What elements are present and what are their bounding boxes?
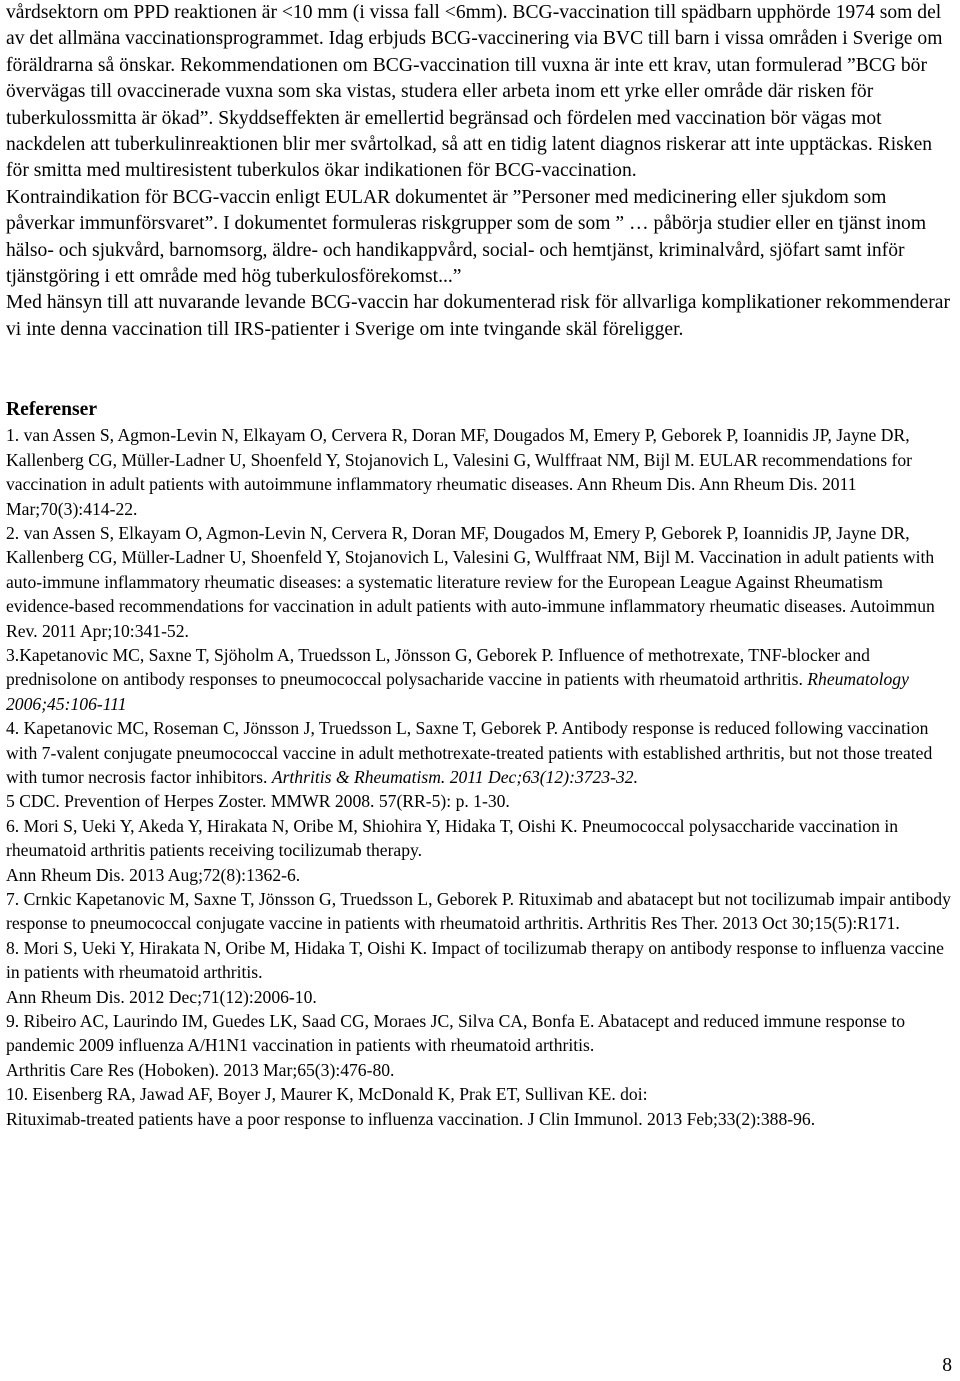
reference-text: 2. van Assen S, Elkayam O, Agmon-Levin N, Cervera R, Doran MF, Dougados M, Emery P, Geborek P, Ioannidis JP, Jayne DR, Kallenberg CG, Müller-Ladner U, Shoenfeld Y, Stojanovich L, Valesini G, Wulffraat NM, Bijl M. Vaccination in adult patients with auto-immune inflammatory rheumatic diseases: a systematic literature review for the European League Against Rheumatism evidence-based recommendations for vaccination in adult patients with auto-immune inflammatory rheumatic diseases. Autoimmun Rev. 2011 Apr;10:341-52. [6, 522, 935, 641]
reference-text: 4. Kapetanovic MC, Roseman C, Jönsson J, Truedsson L, Saxne T, Geborek P. Antibody response is reduced following vaccination with 7-valent conjugate pneumococcal vaccine in adult methotrexate-treated patients with established arthritis, but not those treated with tumor necrosis factor inhibitors. [6, 718, 933, 787]
reference-item [6, 716, 954, 789]
reference-text: 9. Ribeiro AC, Laurindo IM, Guedes LK, Saad CG, Moraes JC, Silva CA, Bonfa E. Abatacept and reduced immune response to pandemic 2009 influenza A/H1N1 vaccination in patients with rheumatoid arthritis. [6, 1011, 906, 1056]
paragraph: Kontraindikation för BCG-vaccin enligt EULAR dokumentet är ”Personer med medicinering eller sjukdom som påverkar immunförsvaret”. I dokumentet formuleras riskgrupper som de som ” … påbörja studier eller en tjänst inom hälso- och sjukvård, barnomsorg, äldre- och handikappvård, social- och hemtjänst, kriminalvård, sjöfart samt inför tjänstgöring i ett område med hög tuberkulosförekomst...” [6, 186, 927, 288]
reference-item [6, 521, 954, 643]
reference-item [6, 887, 954, 936]
reference-item [6, 643, 954, 716]
reference-item [6, 1082, 954, 1131]
reference-text: 7. Crnkic Kapetanovic M, Saxne T, Jönsson G, Truedsson L, Geborek P. Rituximab and abatacept but not tocilizumab impair antibody response to pneumococcal conjugate vaccine in patients with rheumatoid arthritis. Arthritis Res Ther. 2013 Oct 30;15(5):R171. [6, 889, 951, 934]
reference-text: 3.Kapetanovic MC, Saxne T, Sjöholm A, Truedsson L, Jönsson G, Geborek P. Influence of methotrexate, TNF-blocker and prednisolone on antibody responses to pneumococcal polysacharide vaccine in patients with rheumatoid arthritis. [6, 644, 870, 690]
reference-item [6, 423, 954, 521]
reference-source: Ann Rheum Dis. 2013 Aug;72(8):1362-6. [6, 864, 301, 885]
reference-item [6, 936, 954, 1009]
reference-source: Arthritis Care Res (Hoboken). 2013 Mar;65(3):476-80. [6, 1059, 395, 1080]
reference-item [6, 789, 954, 813]
reference-text: 6. Mori S, Ueki Y, Akeda Y, Hirakata N, Oribe M, Shiohira Y, Hidaka T, Oishi K. Pneumococcal polysaccharide vaccination in rheumatoid arthritis patients receiving tocilizumab therapy. [6, 815, 899, 861]
reference-source: Ann Rheum Dis. 2012 Dec;71(12):2006-10. [6, 986, 317, 1007]
body-text [6, 0, 954, 343]
paragraph: vårdsektorn om PPD reaktionen är <10 mm (i vissa fall <6mm). BCG-vaccination till spädbarn upphörde 1974 som del av det allmäna vaccinationsprogrammet. Idag erbjuds BCG-vaccinering via BVC till barn i vissa områden i Sverige om föräldrarna så önskar. Rekommendationen om BCG-vaccination till vuxna är inte ett krav, utan formulerad ”BCG bör övervägas till ovaccinerade vuxna som ska vistas, studera eller arbeta inom ett yrke eller område där risken för tuberkulossmitta är ökad”. Skyddseffekten är emellertid begränsad och fördelen med vaccination bör vägas mot nackdelen att tuberkulinreaktionen blir mer svårtolkad, så att en tidig latent diagnos riskerar att inte upptäckas. Risken för smitta med multiresistent tuberkulos ökar indikationen för BCG-vaccination. [6, 2, 943, 182]
reference-text: 8. Mori S, Ueki Y, Hirakata N, Oribe M, Hidaka T, Oishi K. Impact of tocilizumab therapy on antibody response to influenza vaccine in patients with rheumatoid arthritis. [6, 937, 944, 983]
reference-text: 1. van Assen S, Agmon-Levin N, Elkayam O, Cervera R, Doran MF, Dougados M, Emery P, Geborek P, Ioannidis JP, Jayne DR, Kallenberg CG, Müller-Ladner U, Shoenfeld Y, Stojanovich L, Valesini G, Wulffraat NM, Bijl M. EULAR recommendations for vaccination in adult patients with autoimmune inflammatory rheumatic diseases. Ann Rheum Dis. Ann Rheum Dis. 2011 Mar;70(3):414-22. [6, 425, 912, 519]
references-heading: Referenser [6, 399, 98, 421]
paragraph: Med hänsyn till att nuvarande levande BCG-vaccin har dokumenterad risk för allvarliga komplikationer rekommenderar vi inte denna vaccination till IRS-patienter i Sverige om inte tvingande skäl föreligger. [6, 292, 950, 340]
page-number: 8 [942, 1355, 952, 1376]
reference-item [6, 814, 954, 887]
reference-journal: Rheumatology 2006;45:106-111 [6, 669, 909, 714]
section-spacer [6, 343, 954, 397]
reference-text: 10. Eisenberg RA, Jawad AF, Boyer J, Maurer K, McDonald K, Prak ET, Sullivan KE. doi: [6, 1084, 648, 1105]
reference-text: 5 CDC. Prevention of Herpes Zoster. MMWR 2008. 57(RR-5): p. 1-30. [6, 791, 510, 812]
reference-item [6, 1009, 954, 1082]
reference-journal: Arthritis & Rheumatism. 2011 Dec;63(12):3723-32. [271, 766, 638, 787]
document-page [6, 0, 954, 1131]
reference-list [6, 423, 954, 1131]
reference-source: Rituximab-treated patients have a poor response to influenza vaccination. J Clin Immunol. 2013 Feb;33(2):388-96. [6, 1108, 816, 1129]
